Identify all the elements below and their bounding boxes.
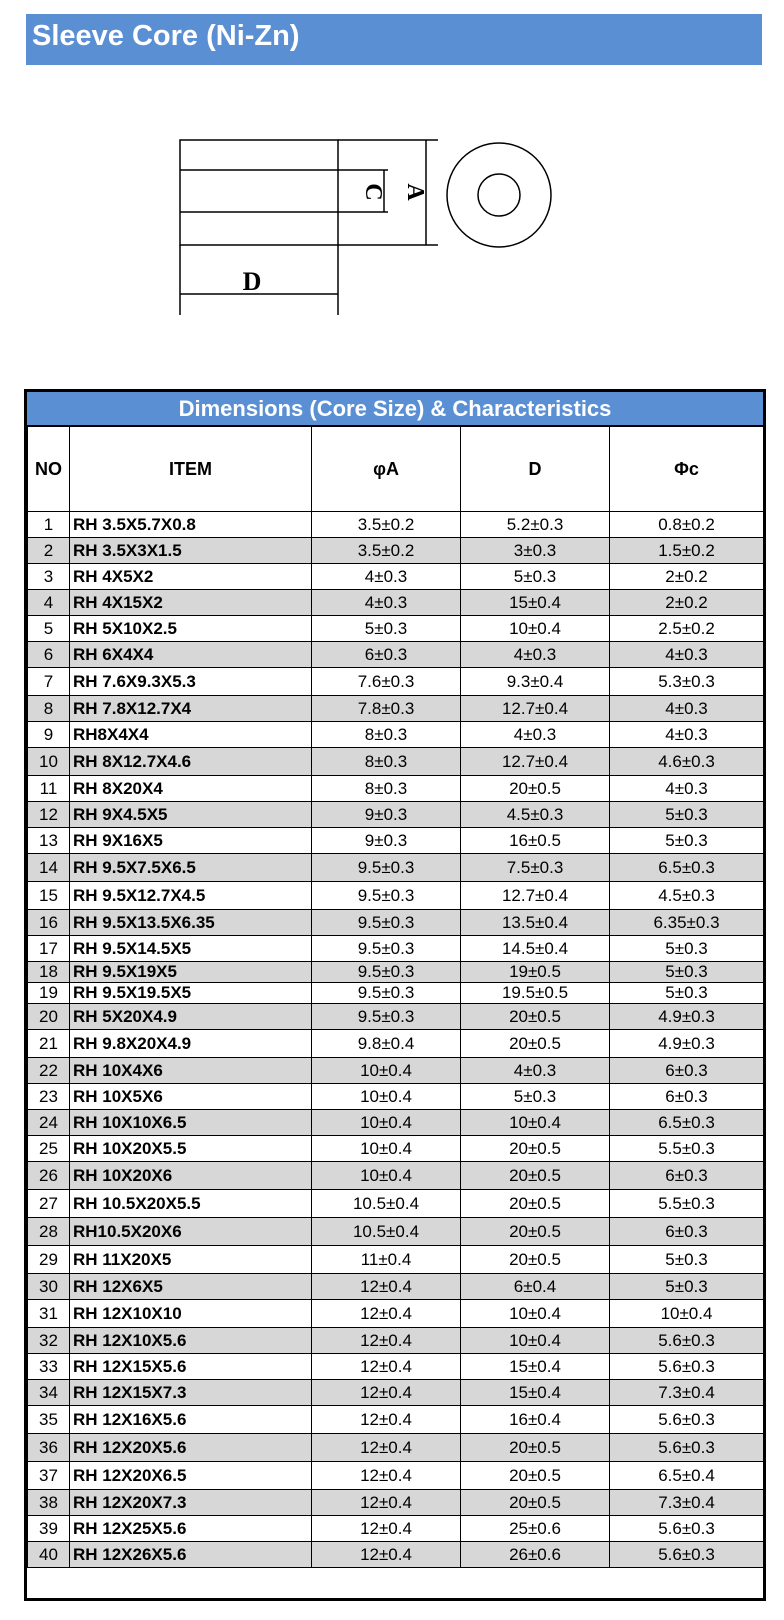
row-no: 8 [28,696,70,722]
row-item: RH 3.5X3X1.5 [70,538,312,564]
table-row [28,936,764,962]
row-item: RH 4X15X2 [70,590,312,616]
table-row [28,1462,764,1490]
sleeve-outer-circle [447,143,551,247]
table-row [28,854,764,882]
row-d: 15±0.4 [461,590,610,616]
row-no: 38 [28,1490,70,1516]
row-no: 19 [28,983,70,1004]
dimensions-table [24,389,766,1601]
column-header-d: D [461,427,610,512]
row-phi-c: 7.3±0.4 [610,1380,764,1406]
row-no: 3 [28,564,70,590]
row-no: 29 [28,1246,70,1274]
row-phi-a: 9.5±0.3 [312,1004,461,1030]
row-phi-a: 10±0.4 [312,1058,461,1084]
table-row [28,910,764,936]
row-d: 9.3±0.4 [461,668,610,696]
row-no: 15 [28,882,70,910]
row-d: 25±0.6 [461,1516,610,1542]
row-phi-a: 9.5±0.3 [312,962,461,983]
row-item: RH 11X20X5 [70,1246,312,1274]
row-no: 14 [28,854,70,882]
row-no: 5 [28,616,70,642]
row-d: 4±0.3 [461,642,610,668]
row-item: RH 5X10X2.5 [70,616,312,642]
column-header-item: ITEM [70,427,312,512]
row-no: 17 [28,936,70,962]
sleeve-side-view [180,140,338,245]
table-row [28,802,764,828]
row-phi-a: 9.5±0.3 [312,936,461,962]
row-d: 20±0.5 [461,1246,610,1274]
column-header-phi-a: φA [312,427,461,512]
core-dimension-drawing [160,130,560,330]
row-phi-a: 8±0.3 [312,776,461,802]
row-phi-c: 4.5±0.3 [610,882,764,910]
row-item: RH 10X20X5.5 [70,1136,312,1162]
row-item: RH 12X20X5.6 [70,1434,312,1462]
row-phi-c: 5±0.3 [610,936,764,962]
row-item: RH 10X4X6 [70,1058,312,1084]
table-row [28,1274,764,1300]
row-phi-c: 6.5±0.3 [610,854,764,882]
row-phi-a: 5±0.3 [312,616,461,642]
dimensions-grid [27,427,764,1568]
row-item: RH 12X15X7.3 [70,1380,312,1406]
row-d: 20±0.5 [461,1030,610,1058]
table-row [28,1542,764,1568]
sleeve-inner-hole [478,174,520,216]
table-row [28,1218,764,1246]
row-phi-c: 5±0.3 [610,1274,764,1300]
row-phi-c: 5.3±0.3 [610,668,764,696]
row-phi-c: 5±0.3 [610,828,764,854]
row-phi-c: 5±0.3 [610,962,764,983]
label-d: D [242,267,262,296]
row-phi-a: 12±0.4 [312,1542,461,1568]
row-item: RH 9.8X20X4.9 [70,1030,312,1058]
row-item: RH 9X16X5 [70,828,312,854]
row-phi-a: 12±0.4 [312,1406,461,1434]
row-phi-a: 4±0.3 [312,564,461,590]
label-c: C [360,183,386,201]
row-phi-a: 10±0.4 [312,1162,461,1190]
table-row [28,590,764,616]
table-row [28,538,764,564]
row-phi-c: 1.5±0.2 [610,538,764,564]
row-d: 15±0.4 [461,1380,610,1406]
row-item: RH 8X12.7X4.6 [70,748,312,776]
table-row [28,1190,764,1218]
row-phi-c: 0.8±0.2 [610,512,764,538]
row-item: RH 12X15X5.6 [70,1354,312,1380]
row-phi-a: 12±0.4 [312,1380,461,1406]
row-phi-a: 12±0.4 [312,1462,461,1490]
row-phi-c: 4.9±0.3 [610,1030,764,1058]
row-no: 32 [28,1328,70,1354]
row-item: RH 9.5X14.5X5 [70,936,312,962]
row-no: 13 [28,828,70,854]
column-header-no: NO [28,427,70,512]
row-d: 20±0.5 [461,776,610,802]
row-no: 37 [28,1462,70,1490]
table-row [28,1136,764,1162]
row-item: RH 9X4.5X5 [70,802,312,828]
row-item: RH8X4X4 [70,722,312,748]
row-no: 26 [28,1162,70,1190]
table-row [28,1328,764,1354]
row-phi-a: 10±0.4 [312,1136,461,1162]
row-phi-a: 6±0.3 [312,642,461,668]
row-d: 16±0.4 [461,1406,610,1434]
row-phi-a: 12±0.4 [312,1434,461,1462]
row-item: RH 10X10X6.5 [70,1110,312,1136]
row-no: 35 [28,1406,70,1434]
row-item: RH 9.5X7.5X6.5 [70,854,312,882]
row-item: RH 5X20X4.9 [70,1004,312,1030]
table-row [28,1030,764,1058]
row-phi-a: 3.5±0.2 [312,512,461,538]
row-item: RH 7.6X9.3X5.3 [70,668,312,696]
row-item: RH 12X20X6.5 [70,1462,312,1490]
row-phi-c: 6±0.3 [610,1218,764,1246]
row-phi-c: 4±0.3 [610,696,764,722]
row-d: 5±0.3 [461,1084,610,1110]
row-phi-a: 8±0.3 [312,748,461,776]
row-no: 4 [28,590,70,616]
row-no: 12 [28,802,70,828]
row-phi-c: 5±0.3 [610,983,764,1004]
row-no: 21 [28,1030,70,1058]
row-no: 30 [28,1274,70,1300]
row-phi-a: 10±0.4 [312,1110,461,1136]
row-d: 20±0.5 [461,1136,610,1162]
table-row [28,776,764,802]
row-d: 20±0.5 [461,1490,610,1516]
row-phi-c: 5.5±0.3 [610,1190,764,1218]
row-no: 33 [28,1354,70,1380]
row-d: 19±0.5 [461,962,610,983]
row-phi-c: 5±0.3 [610,1246,764,1274]
row-d: 10±0.4 [461,616,610,642]
row-phi-c: 4±0.3 [610,722,764,748]
row-item: RH 12X26X5.6 [70,1542,312,1568]
row-phi-c: 4±0.3 [610,642,764,668]
row-item: RH 8X20X4 [70,776,312,802]
table-row [28,1380,764,1406]
row-item: RH 12X10X10 [70,1300,312,1328]
row-no: 10 [28,748,70,776]
row-phi-a: 12±0.4 [312,1516,461,1542]
row-phi-c: 5.6±0.3 [610,1434,764,1462]
row-phi-a: 12±0.4 [312,1490,461,1516]
row-no: 27 [28,1190,70,1218]
row-phi-c: 10±0.4 [610,1300,764,1328]
table-row [28,1354,764,1380]
row-d: 10±0.4 [461,1110,610,1136]
row-phi-a: 9±0.3 [312,828,461,854]
row-phi-c: 5.6±0.3 [610,1406,764,1434]
table-row [28,1162,764,1190]
row-d: 20±0.5 [461,1190,610,1218]
row-phi-c: 6±0.3 [610,1162,764,1190]
row-no: 31 [28,1300,70,1328]
row-no: 18 [28,962,70,983]
row-no: 28 [28,1218,70,1246]
row-d: 20±0.5 [461,1218,610,1246]
row-phi-a: 9.5±0.3 [312,854,461,882]
table-row [28,616,764,642]
row-d: 4.5±0.3 [461,802,610,828]
row-d: 4±0.3 [461,1058,610,1084]
row-item: RH 3.5X5.7X0.8 [70,512,312,538]
row-d: 5±0.3 [461,564,610,590]
row-phi-c: 5.6±0.3 [610,1542,764,1568]
row-item: RH 12X20X7.3 [70,1490,312,1516]
row-d: 12.7±0.4 [461,696,610,722]
row-phi-a: 7.6±0.3 [312,668,461,696]
table-row [28,722,764,748]
table-row [28,1406,764,1434]
row-phi-a: 9±0.3 [312,802,461,828]
row-d: 10±0.4 [461,1328,610,1354]
row-phi-c: 6±0.3 [610,1058,764,1084]
row-phi-c: 5.5±0.3 [610,1136,764,1162]
row-phi-a: 7.8±0.3 [312,696,461,722]
row-phi-c: 7.3±0.4 [610,1490,764,1516]
table-row [28,512,764,538]
row-d: 20±0.5 [461,1434,610,1462]
row-phi-c: 4±0.3 [610,776,764,802]
row-no: 36 [28,1434,70,1462]
row-phi-c: 4.6±0.3 [610,748,764,776]
row-d: 10±0.4 [461,1300,610,1328]
table-row [28,1058,764,1084]
row-phi-c: 6±0.3 [610,1084,764,1110]
row-d: 3±0.3 [461,538,610,564]
row-d: 12.7±0.4 [461,748,610,776]
row-no: 25 [28,1136,70,1162]
row-phi-a: 9.5±0.3 [312,882,461,910]
page-title: Sleeve Core (Ni-Zn) [32,20,300,52]
table-body [28,512,764,1568]
title-bar [26,14,762,65]
row-no: 22 [28,1058,70,1084]
row-phi-a: 12±0.4 [312,1354,461,1380]
row-phi-a: 9.5±0.3 [312,910,461,936]
row-no: 20 [28,1004,70,1030]
row-no: 24 [28,1110,70,1136]
table-row [28,696,764,722]
row-d: 5.2±0.3 [461,512,610,538]
table-row [28,983,764,1004]
row-phi-c: 5.6±0.3 [610,1328,764,1354]
row-no: 7 [28,668,70,696]
row-item: RH 9.5X19X5 [70,962,312,983]
row-d: 15±0.4 [461,1354,610,1380]
row-d: 14.5±0.4 [461,936,610,962]
row-item: RH 9.5X12.7X4.5 [70,882,312,910]
row-phi-c: 6.5±0.4 [610,1462,764,1490]
row-no: 34 [28,1380,70,1406]
table-row [28,1516,764,1542]
table-row [28,668,764,696]
row-item: RH 10X5X6 [70,1084,312,1110]
row-d: 19.5±0.5 [461,983,610,1004]
table-row [28,564,764,590]
row-phi-c: 2.5±0.2 [610,616,764,642]
table-row [28,1084,764,1110]
row-phi-c: 6.35±0.3 [610,910,764,936]
row-item: RH 9.5X13.5X6.35 [70,910,312,936]
column-header-phi-c: Φc [610,427,764,512]
row-no: 1 [28,512,70,538]
row-phi-c: 2±0.2 [610,564,764,590]
row-item: RH 12X10X5.6 [70,1328,312,1354]
row-phi-a: 12±0.4 [312,1274,461,1300]
row-phi-a: 8±0.3 [312,722,461,748]
row-item: RH 9.5X19.5X5 [70,983,312,1004]
row-d: 7.5±0.3 [461,854,610,882]
row-phi-a: 10±0.4 [312,1084,461,1110]
row-phi-c: 5.6±0.3 [610,1354,764,1380]
column-header-row [28,427,764,512]
label-a: A [402,183,428,201]
row-d: 13.5±0.4 [461,910,610,936]
table-row [28,1110,764,1136]
row-item: RH 12X16X5.6 [70,1406,312,1434]
row-d: 20±0.5 [461,1162,610,1190]
row-phi-c: 6.5±0.3 [610,1110,764,1136]
row-phi-a: 9.5±0.3 [312,983,461,1004]
row-item: RH 6X4X4 [70,642,312,668]
table-header: Dimensions (Core Size) & Characteristics [27,392,763,427]
row-d: 20±0.5 [461,1004,610,1030]
row-no: 11 [28,776,70,802]
row-phi-a: 12±0.4 [312,1328,461,1354]
row-d: 4±0.3 [461,722,610,748]
row-phi-a: 11±0.4 [312,1246,461,1274]
row-item: RH 12X25X5.6 [70,1516,312,1542]
table-row [28,1300,764,1328]
table-row [28,1004,764,1030]
row-phi-c: 2±0.2 [610,590,764,616]
row-phi-a: 4±0.3 [312,590,461,616]
table-row [28,1246,764,1274]
row-phi-a: 10.5±0.4 [312,1190,461,1218]
row-phi-a: 12±0.4 [312,1300,461,1328]
row-item: RH 4X5X2 [70,564,312,590]
row-item: RH 10.5X20X5.5 [70,1190,312,1218]
row-no: 40 [28,1542,70,1568]
row-no: 6 [28,642,70,668]
table-row [28,642,764,668]
row-item: RH 7.8X12.7X4 [70,696,312,722]
table-row [28,1434,764,1462]
table-row [28,748,764,776]
row-d: 26±0.6 [461,1542,610,1568]
row-no: 9 [28,722,70,748]
row-d: 6±0.4 [461,1274,610,1300]
row-phi-c: 5±0.3 [610,802,764,828]
row-d: 20±0.5 [461,1462,610,1490]
row-no: 39 [28,1516,70,1542]
row-phi-a: 3.5±0.2 [312,538,461,564]
row-phi-c: 4.9±0.3 [610,1004,764,1030]
row-d: 16±0.5 [461,828,610,854]
row-item: RH 10X20X6 [70,1162,312,1190]
table-row [28,962,764,983]
table-row [28,828,764,854]
row-item: RH10.5X20X6 [70,1218,312,1246]
row-item: RH 12X6X5 [70,1274,312,1300]
row-no: 16 [28,910,70,936]
row-no: 23 [28,1084,70,1110]
row-no: 2 [28,538,70,564]
row-phi-c: 5.6±0.3 [610,1516,764,1542]
row-phi-a: 10.5±0.4 [312,1218,461,1246]
table-row [28,1490,764,1516]
row-d: 12.7±0.4 [461,882,610,910]
table-row [28,882,764,910]
row-phi-a: 9.8±0.4 [312,1030,461,1058]
